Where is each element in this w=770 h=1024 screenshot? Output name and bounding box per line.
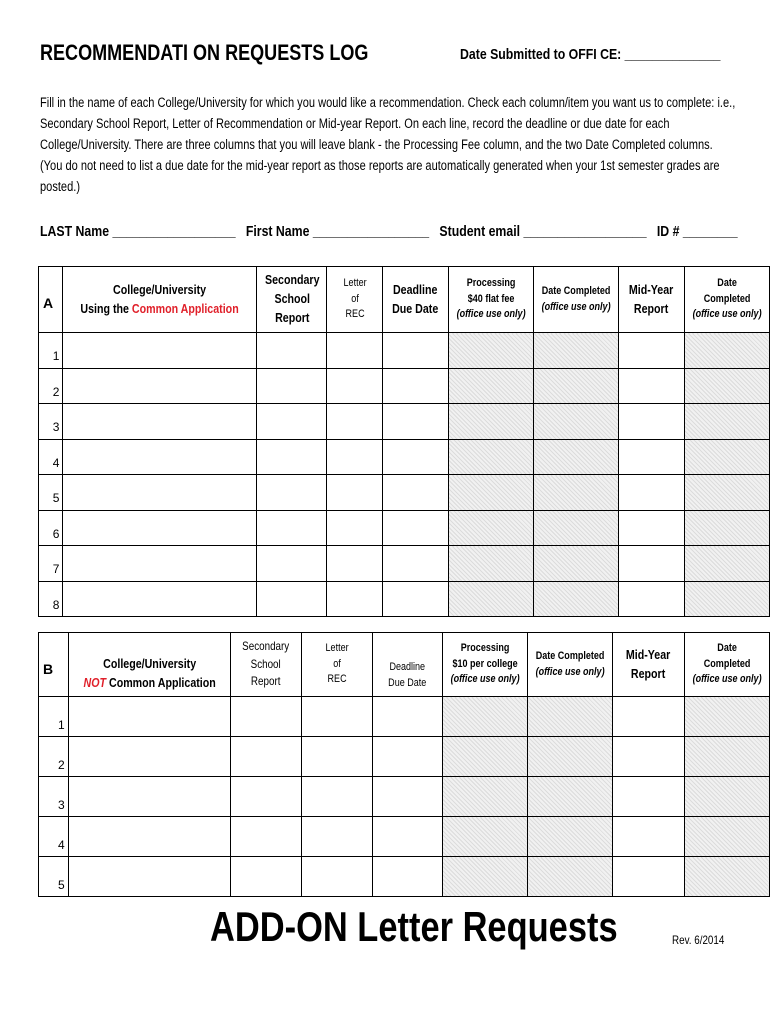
office-use-cell — [684, 697, 769, 737]
row-number: 3 — [39, 404, 63, 440]
entry-cell[interactable] — [327, 333, 383, 369]
college-header: College/University NOT Common Application — [68, 633, 230, 697]
midyear-header: Mid-Year Report — [613, 633, 685, 697]
office-use-cell — [448, 404, 533, 440]
id-field[interactable]: ID # ________ — [656, 223, 738, 240]
addon-title: ADD-ON Letter Requests — [210, 903, 618, 950]
deadline-header: Deadline Due Date — [383, 267, 449, 333]
entry-cell[interactable] — [301, 817, 372, 857]
table-row — [39, 817, 770, 857]
office-use-cell — [534, 546, 619, 582]
entry-cell[interactable] — [619, 475, 685, 511]
office-use-cell — [448, 439, 533, 475]
table-row — [39, 475, 770, 511]
entry-cell[interactable] — [619, 581, 685, 617]
entry-cell[interactable] — [383, 368, 449, 404]
table-row — [39, 857, 770, 897]
office-use-cell — [684, 404, 769, 440]
entry-cell[interactable] — [63, 546, 257, 582]
row-number: 1 — [39, 333, 63, 369]
row-number: 8 — [39, 581, 63, 617]
date-submitted-field[interactable]: Date Submitted to OFFI CE: ______________ — [460, 46, 721, 63]
table-row — [39, 777, 770, 817]
processing-header: Processing $10 per college (office use only) — [442, 633, 527, 697]
entry-cell[interactable] — [613, 857, 685, 897]
row-number: 7 — [39, 546, 63, 582]
entry-cell[interactable] — [372, 737, 442, 777]
row-number: 6 — [39, 510, 63, 546]
entry-cell[interactable] — [619, 510, 685, 546]
entry-cell[interactable] — [383, 581, 449, 617]
entry-cell[interactable] — [383, 439, 449, 475]
entry-cell[interactable] — [327, 404, 383, 440]
entry-cell[interactable] — [301, 857, 372, 897]
instructions-text: Fill in the name of each College/University for which you would like a recommendation. Check each column/item you want us to complete: i.e., Secondary School Report, Letter of Recommendation or Mid-year Report. On each line, record the deadline or due date for each College/University. There are three columns that you will leave blank - the Processing Fee column, and the two Date Completed columns. (You do not need to list a due date for the mid-year report as those reports are automatically generated when your 1st semester grades are posted.) — [40, 95, 736, 194]
entry-cell[interactable] — [383, 333, 449, 369]
office-use-cell — [684, 475, 769, 511]
entry-cell[interactable] — [372, 857, 442, 897]
secondary-report-header: Secondary School Report — [257, 267, 327, 333]
office-use-cell — [684, 333, 769, 369]
revision-label: Rev. 6/2014 — [672, 933, 725, 947]
entry-cell[interactable] — [230, 817, 301, 857]
entry-cell[interactable] — [257, 404, 327, 440]
office-use-cell — [442, 817, 527, 857]
office-use-cell — [442, 697, 527, 737]
date-completed-header: Date Completed (office use only) — [534, 267, 619, 333]
office-use-cell — [534, 368, 619, 404]
section-letter: A — [39, 267, 63, 333]
section-letter: B — [39, 633, 69, 697]
row-number: 5 — [39, 475, 63, 511]
office-use-cell — [528, 697, 613, 737]
letter-rec-header: Letter of REC — [301, 633, 372, 697]
table-row — [39, 697, 770, 737]
entry-cell[interactable] — [68, 697, 230, 737]
row-number: 4 — [39, 439, 63, 475]
entry-cell[interactable] — [383, 546, 449, 582]
office-use-cell — [534, 581, 619, 617]
entry-cell[interactable] — [372, 777, 442, 817]
row-number: 1 — [39, 697, 69, 737]
entry-cell[interactable] — [63, 581, 257, 617]
last-name-field[interactable]: LAST Name __________________ — [40, 223, 236, 240]
row-number: 4 — [39, 817, 69, 857]
entry-cell[interactable] — [619, 368, 685, 404]
entry-cell[interactable] — [301, 697, 372, 737]
entry-cell[interactable] — [63, 475, 257, 511]
entry-cell[interactable] — [301, 777, 372, 817]
entry-cell[interactable] — [613, 697, 685, 737]
common-app-table — [38, 266, 770, 617]
row-number: 3 — [39, 777, 69, 817]
date-completed2-header: Date Completed (office use only) — [684, 633, 769, 697]
table-row — [39, 368, 770, 404]
table-row — [39, 439, 770, 475]
entry-cell[interactable] — [230, 737, 301, 777]
entry-cell[interactable] — [301, 737, 372, 777]
entry-cell[interactable] — [327, 510, 383, 546]
office-use-cell — [684, 510, 769, 546]
entry-cell[interactable] — [63, 333, 257, 369]
college-header: College/University Using the Common Application — [63, 267, 257, 333]
entry-cell[interactable] — [68, 857, 230, 897]
office-use-cell — [442, 737, 527, 777]
entry-cell[interactable] — [327, 475, 383, 511]
entry-cell[interactable] — [230, 777, 301, 817]
office-use-cell — [534, 404, 619, 440]
office-use-cell — [684, 737, 769, 777]
row-number: 2 — [39, 737, 69, 777]
office-use-cell — [528, 777, 613, 817]
processing-header: Processing $40 flat fee (office use only) — [448, 267, 533, 333]
entry-cell[interactable] — [383, 510, 449, 546]
entry-cell[interactable] — [68, 777, 230, 817]
office-use-cell — [528, 737, 613, 777]
entry-cell[interactable] — [257, 439, 327, 475]
entry-cell[interactable] — [230, 857, 301, 897]
entry-cell[interactable] — [257, 333, 327, 369]
office-use-cell — [528, 817, 613, 857]
form-title: RECOMMENDATI ON REQUESTS LOG — [40, 40, 369, 65]
entry-cell[interactable] — [257, 546, 327, 582]
office-use-cell — [684, 368, 769, 404]
entry-cell[interactable] — [613, 737, 685, 777]
entry-cell[interactable] — [613, 817, 685, 857]
entry-cell[interactable] — [613, 777, 685, 817]
office-use-cell — [448, 581, 533, 617]
entry-cell[interactable] — [257, 475, 327, 511]
entry-cell[interactable] — [327, 368, 383, 404]
midyear-header: Mid-Year Report — [619, 267, 685, 333]
table-row — [39, 510, 770, 546]
entry-cell[interactable] — [63, 404, 257, 440]
first-name-field[interactable]: First Name _________________ — [245, 223, 430, 240]
entry-cell[interactable] — [63, 439, 257, 475]
entry-cell[interactable] — [619, 404, 685, 440]
office-use-cell — [534, 475, 619, 511]
entry-cell[interactable] — [68, 817, 230, 857]
table-row — [39, 404, 770, 440]
table-header-row — [39, 633, 770, 697]
entry-cell[interactable] — [257, 510, 327, 546]
entry-cell[interactable] — [372, 817, 442, 857]
entry-cell[interactable] — [619, 546, 685, 582]
office-use-cell — [684, 777, 769, 817]
entry-cell[interactable] — [257, 368, 327, 404]
date-completed2-header: Date Completed (office use only) — [684, 267, 769, 333]
office-use-cell — [534, 439, 619, 475]
entry-cell[interactable] — [68, 737, 230, 777]
entry-cell[interactable] — [619, 333, 685, 369]
entry-cell[interactable] — [383, 475, 449, 511]
office-use-cell — [448, 368, 533, 404]
entry-cell[interactable] — [383, 404, 449, 440]
entry-cell[interactable] — [63, 510, 257, 546]
office-use-cell — [448, 510, 533, 546]
row-number: 2 — [39, 368, 63, 404]
entry-cell[interactable] — [327, 546, 383, 582]
office-use-cell — [534, 510, 619, 546]
entry-cell[interactable] — [63, 368, 257, 404]
entry-cell[interactable] — [257, 581, 327, 617]
entry-cell[interactable] — [372, 697, 442, 737]
row-number: 5 — [39, 857, 69, 897]
table-row — [39, 581, 770, 617]
date-completed-header: Date Completed (office use only) — [528, 633, 613, 697]
student-info-line — [40, 223, 770, 240]
entry-cell[interactable] — [327, 439, 383, 475]
table-row — [39, 333, 770, 369]
letter-rec-header: Letter of REC — [327, 267, 383, 333]
non-common-app-table — [38, 632, 770, 897]
entry-cell[interactable] — [619, 439, 685, 475]
secondary-report-header: Secondary School Report — [230, 633, 301, 697]
office-use-cell — [534, 333, 619, 369]
entry-cell[interactable] — [327, 581, 383, 617]
table-row — [39, 737, 770, 777]
office-use-cell — [684, 581, 769, 617]
office-use-cell — [448, 475, 533, 511]
table-row — [39, 546, 770, 582]
deadline-header: Deadline Due Date — [372, 633, 442, 697]
office-use-cell — [442, 857, 527, 897]
office-use-cell — [684, 857, 769, 897]
office-use-cell — [684, 439, 769, 475]
office-use-cell — [684, 546, 769, 582]
office-use-cell — [684, 817, 769, 857]
office-use-cell — [528, 857, 613, 897]
office-use-cell — [442, 777, 527, 817]
student-email-field[interactable]: Student email __________________ — [439, 223, 647, 240]
table-header-row — [39, 267, 770, 333]
office-use-cell — [448, 546, 533, 582]
office-use-cell — [448, 333, 533, 369]
entry-cell[interactable] — [230, 697, 301, 737]
